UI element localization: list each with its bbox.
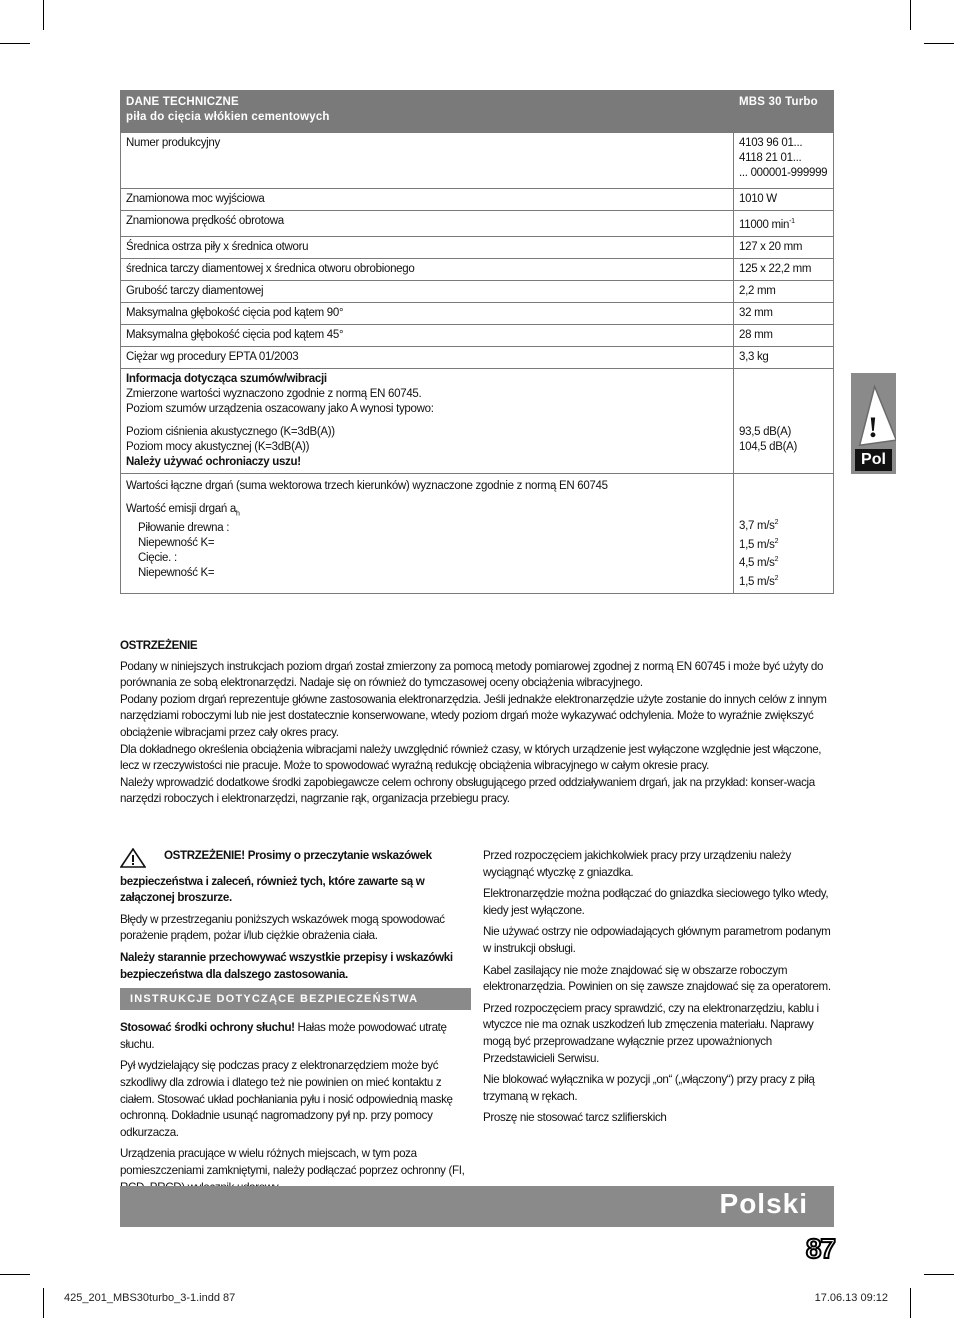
table-row (121, 346, 834, 368)
row-value: 2,2 mm (734, 280, 834, 302)
paragraph: Stosować środki ochrony słuchu! Hałas może powodować utratę słuchu. (120, 1021, 447, 1051)
paragraph: Należy starannie przechowywać wszystkie przepisy i wskazówki bezpieczeństwa dla dalszego zastosowania. (120, 950, 453, 981)
row-value: 1010 W (734, 189, 834, 211)
vibration-warning (120, 638, 834, 808)
crop-mark (910, 1288, 911, 1318)
warning-paragraph: Podany poziom drgań reprezentuje główne zastosowania elektronarzędzia. Jeśli jednakże elektronarzędzie użyte zostanie do innych celów z innym narzędziami roboczymi lub nie jest dostatecznie konserwowane, wtedy poziom drgań może wykazywać odchylenia. Może to wyraźnie zwiększyć obciążenie wibracjami przez cały okres pracy. (120, 692, 827, 739)
table-row (121, 324, 834, 346)
table-header-row (121, 91, 834, 133)
table-row (121, 236, 834, 258)
warning-triangle-icon (120, 848, 146, 874)
right-column (483, 848, 835, 1132)
warning-paragraph: Dla dokładnego określenia obciążenia wibracjami należy uwzględnić również czasy, w których urządzenie jest wyłączone względnie jest włączone, lecz w rzeczywistości nie pracuje. Może to spowodować wyraźną redukcję obciążenia wibracyjnego w całym okresie pracy. (120, 742, 822, 773)
row-label: Znamionowa moc wyjściowa (121, 189, 734, 211)
warning-triangle-icon (851, 373, 896, 449)
crop-mark (0, 1274, 30, 1275)
vibration-row (121, 473, 834, 593)
row-value: 125 x 22,2 mm (734, 258, 834, 280)
paragraph: Przed rozpoczęciem jakichkolwiek pracy przy urządzeniu należy wyciągnąć wtyczkę z gniazdka. (483, 849, 791, 879)
left-column (120, 848, 471, 1201)
noise-values: 93,5 dB(A) 104,5 dB(A) (734, 368, 834, 473)
crop-mark (43, 1288, 44, 1318)
language-bar (120, 1186, 834, 1227)
page-number: 87 (805, 1233, 835, 1264)
table-row (121, 211, 834, 237)
language-side-tab (851, 373, 896, 474)
warning-paragraph: Należy wprowadzić dodatkowe środki zapobiegawcze celem ochrony obsługującego przed oddziaływaniem drgań, jak na przykład: konser-wacja narzędzi roboczych i elektronarzędzi, nagrzanie rąk, organizacja przebiegu pracy. (120, 775, 815, 806)
warning-title: OSTRZEŻENIE (120, 639, 198, 652)
table-row (121, 280, 834, 302)
side-tab-label: Pol (855, 449, 892, 471)
paragraph: Błędy w przestrzeganiu poniższych wskazówek mogą spowodować porażenie prądem, pożar i/lub ciężkie obrażenia ciała. (120, 912, 445, 943)
table-row (121, 302, 834, 324)
paragraph: Nie blokować wyłącznika w pozycji „on“ („włączony“) przy pracy z piłą trzymaną w rękach. (483, 1073, 815, 1103)
row-value: 4103 96 01... 4118 21 01... ... 000001-999999 (734, 133, 834, 189)
svg-text:!: ! (868, 411, 878, 444)
vibration-values: 3,7 $m/s^2$ 1,5 $m/s^2$ 4,5 $m/s^2$ 1,5 $m/s^2$ (734, 473, 834, 593)
row-label: Średnica ostrza piły x średnica otworu (121, 236, 734, 258)
table-row (121, 133, 834, 189)
row-label: średnica tarczy diamentowej x średnica otworu obrobionego (121, 258, 734, 280)
slug-date: 17.06.13 09:12 (814, 1292, 888, 1304)
row-value: 32 mm (734, 302, 834, 324)
row-value: 3,3 kg (734, 346, 834, 368)
slug-filename: 425_201_MBS30turbo_3-1.indd 87 (64, 1292, 236, 1304)
paragraph: Nie używać ostrzy nie odpowiadających głównym parametrom podanym w instrukcji obsługi. (483, 925, 831, 955)
table-row (121, 258, 834, 280)
table-row (121, 189, 834, 211)
noise-info: Informacja dotycząca szumów/wibracji Zmierzone wartości wyznaczono zgodnie z normą EN 60745. Poziom szumów urządzenia oszacowany jako A wynosi typowo: Poziom ciśnienia akustycznego (K=3dB(A)) Poziom mocy akustycznej (K=3dB(A)) Należy używać ochroniaczy uszu! (121, 368, 734, 473)
table-header-label: DANE TECHNICZNE piła do cięcia włókien cementowych (121, 91, 734, 133)
paragraph: Pył wydzielający się podczas pracy z elektronarzędziem może być szkodliwy dla zdrowia i dlatego też nie powinien on mieć kontaktu z ciałem. Stosować układ pochłaniania pyłu i nosić odpowiednią maskę ochronną. Dokładnie usunąć nagromadzony pył np. przy pomocy odkurzacza. (120, 1059, 453, 1139)
crop-mark (924, 1274, 954, 1275)
row-label: Maksymalna głębokość cięcia pod kątem 90° (121, 302, 734, 324)
paragraph: Proszę nie stosować tarcz szlifierskich (483, 1111, 667, 1125)
noise-row (121, 368, 834, 473)
crop-mark (43, 0, 44, 30)
crop-mark (924, 43, 954, 44)
paragraph: Elektronarzędzie można podłączać do gniazdka sieciowego tylko wtedy, kiedy jest wyłączone. (483, 887, 829, 917)
crop-mark (910, 0, 911, 30)
technical-data-table (120, 90, 834, 594)
row-label: Maksymalna głębokość cięcia pod kątem 45° (121, 324, 734, 346)
paragraph: Urządzenia pracujące w wielu różnych miejscach, w tym poza pomieszczeniami zamkniętymi, należy podłączać poprzez ochronny (FI, (120, 1147, 465, 1177)
warning-paragraph: Podany w niniejszych instrukcjach poziom drgań został zmierzony za pomocą metody pomiarowej zgodnej z normą EN 60745 i może być użyty do porównania ze sobą elektronarzędzi. Nadaje się on również do tymczasowej oceny obciążenia wibracyjnego. (120, 659, 824, 690)
section-heading: INSTRUKCJE DOTYCZĄCE BEZPIECZEŃSTWA (120, 988, 471, 1010)
row-value: 28 mm (734, 324, 834, 346)
row-label: Znamionowa prędkość obrotowa (121, 211, 734, 237)
row-value: 11000 $\min^{-1}$ (734, 211, 834, 237)
row-label: Numer produkcyjny (121, 133, 734, 189)
crop-mark (0, 43, 30, 44)
table-header-model: MBS 30 Turbo (734, 91, 834, 133)
safety-warning-title: OSTRZEŻENIE! Prosimy o przeczytanie wskazówek bezpieczeństwa i zaleceń, również tych, które zawarte są w załączonej broszurze. (120, 849, 432, 905)
paragraph: Przed rozpoczęciem pracy sprawdzić, czy na elektronarzędziu, kablu i wtyczce nie ma oznak uszkodzeń lub zmęczenia materiału. Naprawy mogą być przeprowadzane wyłącznie przez upoważnionych Przedstawicieli Serwisu. (483, 1001, 819, 1065)
vibration-info: Wartości łączne drgań (suma wektorowa trzech kierunków) wyznaczone zgodnie z normą EN 60745 Wartość emisji drgań $a_h$ Piłowanie drewna : Niepewność K= Cięcie. : Niepewność K= (121, 473, 734, 593)
row-value: 127 x 20 mm (734, 236, 834, 258)
paragraph: Kabel zasilający nie może znajdować się w obszarze roboczym elektronarzędzia. Powinien on się zawsze znajdować się za operatorem. (483, 963, 831, 994)
language-label: Polski (719, 1188, 808, 1219)
row-label: Grubość tarczy diamentowej (121, 280, 734, 302)
row-label: Ciężar wg procedury EPTA 01/2003 (121, 346, 734, 368)
